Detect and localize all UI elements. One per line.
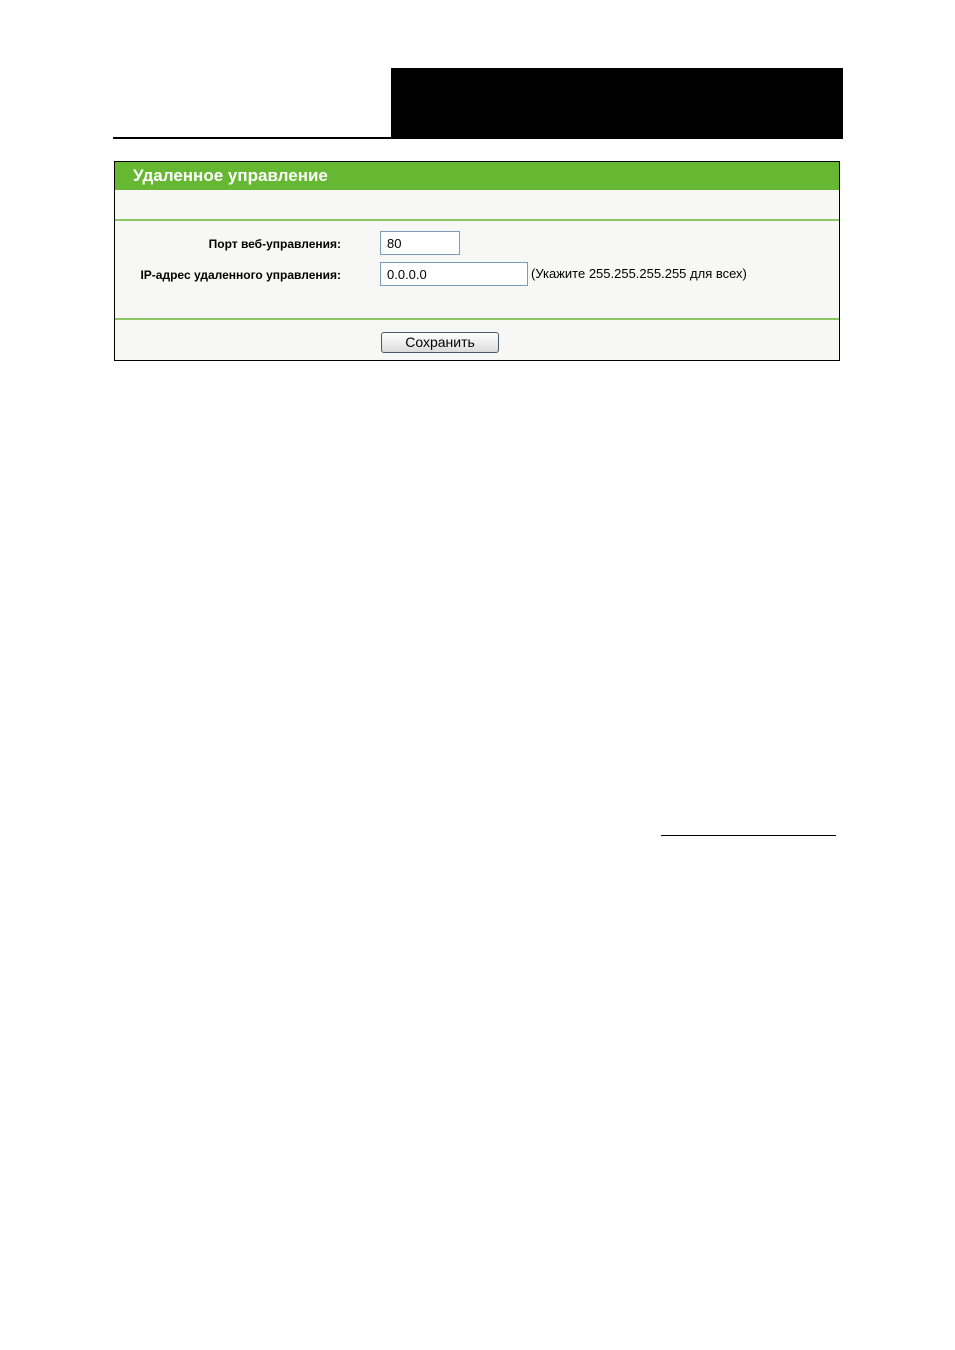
panel-title: Удаленное управление — [115, 162, 839, 190]
port-input[interactable] — [380, 231, 460, 255]
ip-hint: (Укажите 255.255.255.255 для всех) — [531, 266, 747, 281]
ip-input[interactable] — [380, 262, 528, 286]
divider-top — [115, 219, 839, 221]
header-black-block — [391, 68, 843, 139]
save-button[interactable]: Сохранить — [381, 332, 499, 353]
port-label: Порт веб-управления: — [208, 237, 341, 251]
ip-label: IP-адрес удаленного управления: — [140, 268, 341, 282]
header-rule — [113, 137, 391, 139]
footer-rule — [661, 835, 836, 836]
divider-bottom — [115, 318, 839, 320]
remote-management-panel — [114, 161, 840, 361]
